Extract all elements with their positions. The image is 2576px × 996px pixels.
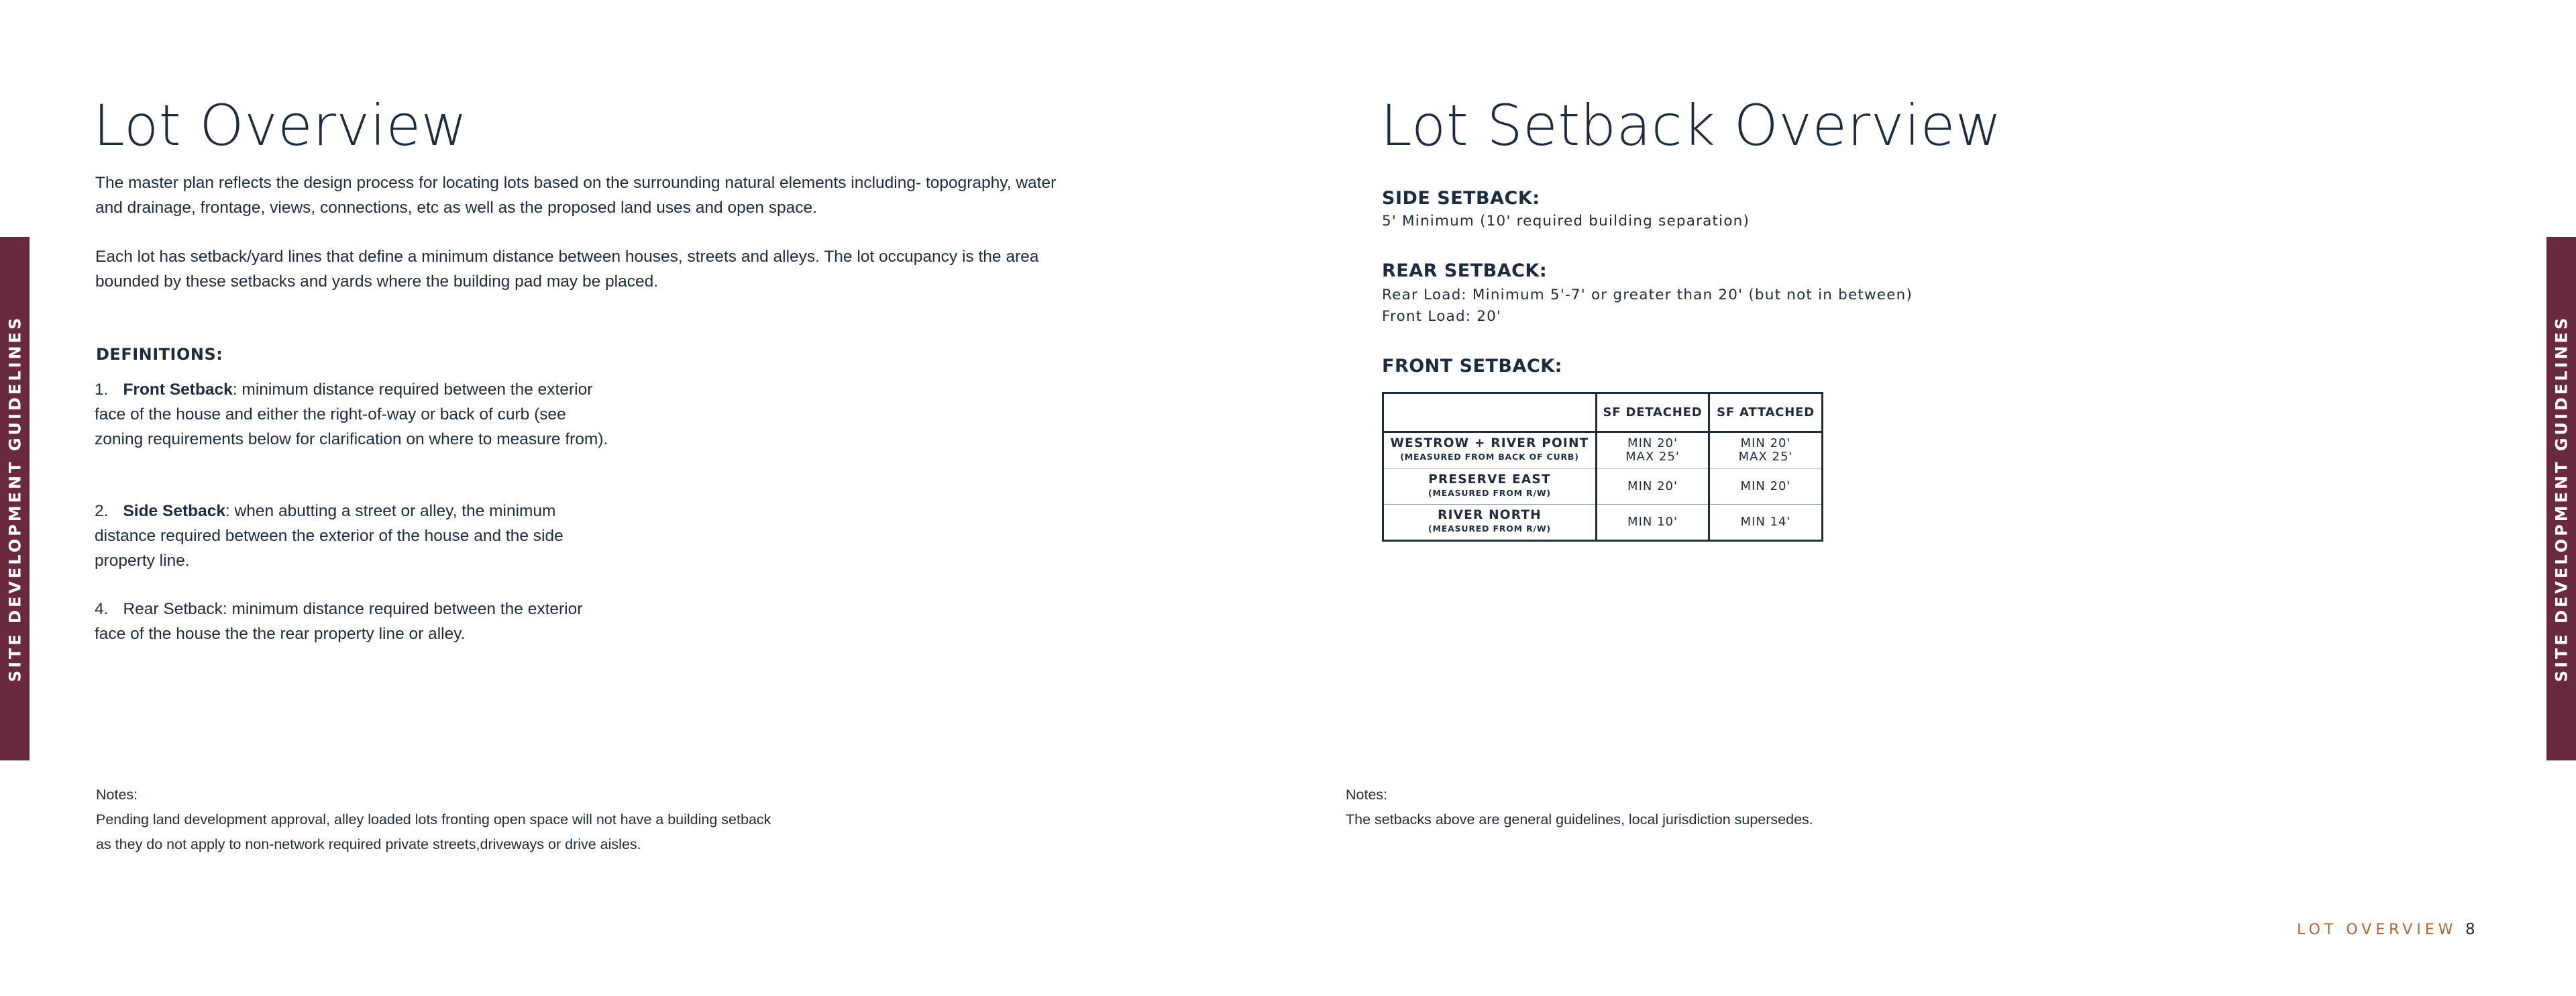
region-cell bbox=[1383, 468, 1597, 505]
setback-value: MIN 20' bbox=[1740, 479, 1791, 493]
rear-setback-line-2: Front Load: 20' bbox=[1382, 308, 1502, 325]
definition-number: 1. bbox=[95, 381, 109, 399]
definition-number: 4. bbox=[95, 600, 109, 618]
setback-value: MIN 14' bbox=[1740, 515, 1791, 529]
region-name: WESTROW + RIVER POINT bbox=[1390, 436, 1589, 450]
table-row bbox=[1383, 468, 1823, 505]
sf-detached-cell bbox=[1597, 505, 1709, 541]
side-setback-heading: SIDE SETBACK: bbox=[1382, 188, 1540, 209]
region-name: PRESERVE EAST bbox=[1428, 472, 1551, 487]
intro-paragraph-1: The master plan reflects the design process for locating lots based on the surrounding natural elements including- topography, water and drainage, frontage, views, connections, etc as well as the proposed land uses and open space. bbox=[95, 174, 1057, 217]
definition-term: Rear Setback bbox=[123, 600, 223, 618]
notes-text: The setbacks above are general guidelines, local jurisdiction supersedes. bbox=[1346, 811, 1813, 828]
notes-label: Notes: bbox=[96, 787, 138, 803]
table-row bbox=[1383, 432, 1823, 468]
region-measure-note: (MEASURED FROM BACK OF CURB) bbox=[1400, 452, 1579, 462]
side-tab-right bbox=[2546, 237, 2576, 760]
region-cell bbox=[1383, 432, 1597, 468]
definitions-heading: DEFINITIONS: bbox=[96, 345, 223, 364]
page-title-left: Lot Overview bbox=[93, 93, 468, 158]
definition-item bbox=[95, 499, 611, 573]
setback-value: MAX 25' bbox=[1738, 450, 1793, 464]
setback-value: MAX 25' bbox=[1625, 450, 1680, 464]
rear-setback-line-1: Rear Load: Minimum 5'-7' or greater than 20' (but not in between) bbox=[1382, 287, 1913, 303]
notes-text: Pending land development approval, alley loaded lots fronting open space will not have a building setback as they do not apply to non-network required private streets,driveways or drive aisles. bbox=[96, 811, 771, 852]
setback-value: MIN 20' bbox=[1740, 436, 1791, 450]
rear-setback-heading: REAR SETBACK: bbox=[1382, 260, 1548, 281]
definition-item bbox=[95, 597, 611, 646]
table-header-blank bbox=[1383, 393, 1597, 432]
definition-text: : when abutting a street or alley, the minimum distance required between the exterior of the house and the side property line. bbox=[95, 502, 564, 570]
region-measure-note: (MEASURED FROM R/W) bbox=[1428, 524, 1551, 534]
sf-detached-cell bbox=[1597, 432, 1709, 468]
sf-attached-cell bbox=[1709, 468, 1823, 505]
definition-term: Front Setback bbox=[123, 381, 233, 399]
setback-value: MIN 20' bbox=[1627, 436, 1678, 450]
sf-attached-cell bbox=[1709, 505, 1823, 541]
footer-section-label: LOT OVERVIEW bbox=[2297, 922, 2457, 938]
notes-left bbox=[96, 783, 780, 857]
notes-label: Notes: bbox=[1346, 787, 1388, 803]
region-name: RIVER NORTH bbox=[1438, 508, 1542, 522]
sf-attached-cell bbox=[1709, 432, 1823, 468]
table-header-sf-attached: SF ATTACHED bbox=[1709, 393, 1823, 432]
front-setback-heading: FRONT SETBACK: bbox=[1382, 356, 1562, 377]
definition-number: 2. bbox=[95, 502, 109, 520]
region-measure-note: (MEASURED FROM R/W) bbox=[1428, 487, 1551, 498]
definition-item bbox=[95, 377, 611, 452]
side-tab-label: SITE DEVELOPMENT GUIDELINES bbox=[2552, 315, 2571, 683]
setback-value: MIN 20' bbox=[1627, 479, 1678, 493]
front-setback-table bbox=[1382, 392, 1823, 542]
setback-value: MIN 10' bbox=[1627, 515, 1678, 529]
definition-text: : minimum distance required between the exterior face of the house the the rear property line or alley. bbox=[95, 600, 583, 643]
intro-paragraph-2: Each lot has setback/yard lines that define a minimum distance between houses, streets and alleys. The lot occupancy is the area bounded by these setbacks and yards where the building pad may be placed. bbox=[95, 248, 1039, 291]
table-header-row bbox=[1383, 393, 1823, 432]
page-number: 8 bbox=[2465, 921, 2475, 938]
side-tab-left bbox=[0, 237, 30, 760]
definition-term: Side Setback bbox=[123, 502, 225, 520]
table-header-sf-detached: SF DETACHED bbox=[1597, 393, 1709, 432]
definition-text: : minimum distance required between the exterior face of the house and either the right-of-way or back of curb (see zoning requirements below for clarification on where to measure from). bbox=[95, 381, 608, 448]
page-title-right: Lot Setback Overview bbox=[1381, 93, 2002, 158]
sf-detached-cell bbox=[1597, 468, 1709, 505]
side-tab-label: SITE DEVELOPMENT GUIDELINES bbox=[5, 315, 24, 683]
table-row bbox=[1383, 505, 1823, 541]
notes-right bbox=[1346, 783, 2084, 832]
side-setback-text: 5' Minimum (10' required building separation) bbox=[1382, 213, 1750, 230]
region-cell bbox=[1383, 505, 1597, 541]
